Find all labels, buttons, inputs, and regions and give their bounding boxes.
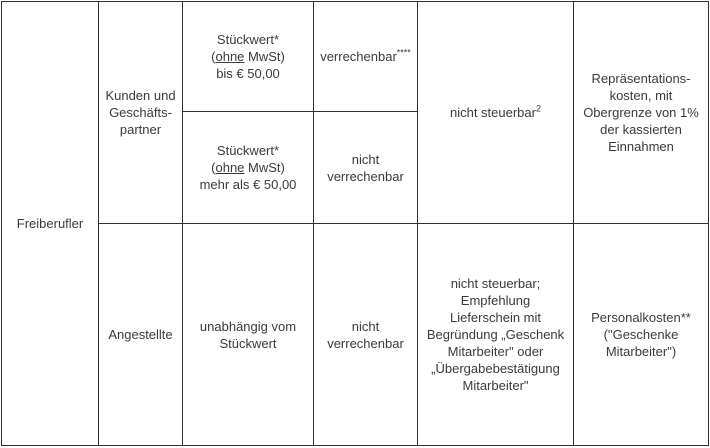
tax-line: Begründung „Geschenk — [426, 327, 565, 342]
text-fragment: ( — [211, 160, 216, 175]
value-line: Stückwert* — [216, 143, 280, 158]
cost-line: Mitarbeiter") — [605, 344, 677, 359]
cost-line: Repräsentations- — [591, 71, 691, 86]
text-fragment: MwSt) — [244, 49, 285, 64]
cost-line: der kassierten — [600, 122, 682, 137]
underlined-text: ohne — [215, 160, 245, 175]
deductibility-line: nicht — [351, 151, 380, 167]
cost-cell — [574, 2, 709, 224]
deductibility-cell — [314, 112, 418, 224]
tax-cell — [418, 2, 574, 224]
value-line: mehr als € 50,00 — [199, 177, 297, 192]
recipient-label: Angestellte — [108, 327, 173, 342]
value-line: Stückwert* — [216, 32, 280, 47]
cost-cell — [574, 224, 709, 446]
cost-line: Einnahmen — [608, 139, 674, 154]
value-line: unabhängig vom — [199, 318, 297, 334]
gift-tax-table — [1, 1, 709, 446]
cost-line: Personalkosten** — [591, 310, 691, 325]
recipient-line: partner — [119, 122, 162, 137]
value-cell — [183, 2, 314, 112]
tax-line: Mitarbeiter" oder — [447, 344, 544, 359]
recipient-cell — [99, 2, 183, 224]
recipient-line: Geschäfts- — [109, 105, 172, 120]
tax-line: Lieferschein mit — [449, 310, 542, 325]
deductibility-line: verrechenbar — [327, 335, 404, 351]
value-cell — [183, 224, 314, 446]
deductibility-cell — [314, 224, 418, 446]
tax-line: „Übergabebestätigung — [431, 361, 560, 376]
value-line: bis € 50,00 — [216, 66, 280, 81]
category-cell — [2, 2, 99, 446]
category-label: Freiberufler — [16, 216, 84, 231]
tax-label: nicht steuerbar — [449, 105, 536, 120]
footnote-mark: **** — [396, 47, 411, 58]
tax-line: Mitarbeiter" — [462, 378, 529, 393]
value-cell — [183, 112, 314, 224]
deductibility-cell — [314, 2, 418, 112]
tax-line: Empfehlung — [460, 293, 531, 308]
value-line — [187, 48, 309, 65]
underlined-text: ohne — [215, 49, 245, 64]
cost-line: ("Geschenke — [603, 327, 679, 342]
deductibility-label: verrechenbar — [320, 49, 397, 64]
table-row — [2, 2, 709, 112]
value-line: Stückwert — [219, 335, 277, 351]
table-row — [2, 224, 709, 446]
cost-line: Obergrenze von 1% — [583, 105, 699, 120]
deductibility-line: nicht — [351, 318, 380, 334]
tax-cell — [418, 224, 574, 446]
cost-line: kosten, mit — [609, 88, 673, 103]
footnote-mark: 2 — [535, 103, 541, 114]
recipient-line: Kunden und — [105, 88, 176, 103]
text-fragment: ( — [211, 49, 216, 64]
recipient-cell — [99, 224, 183, 446]
value-line — [187, 159, 309, 176]
text-fragment: MwSt) — [244, 160, 285, 175]
tax-line: nicht steuerbar; — [450, 276, 541, 291]
deductibility-line: verrechenbar — [327, 168, 404, 184]
